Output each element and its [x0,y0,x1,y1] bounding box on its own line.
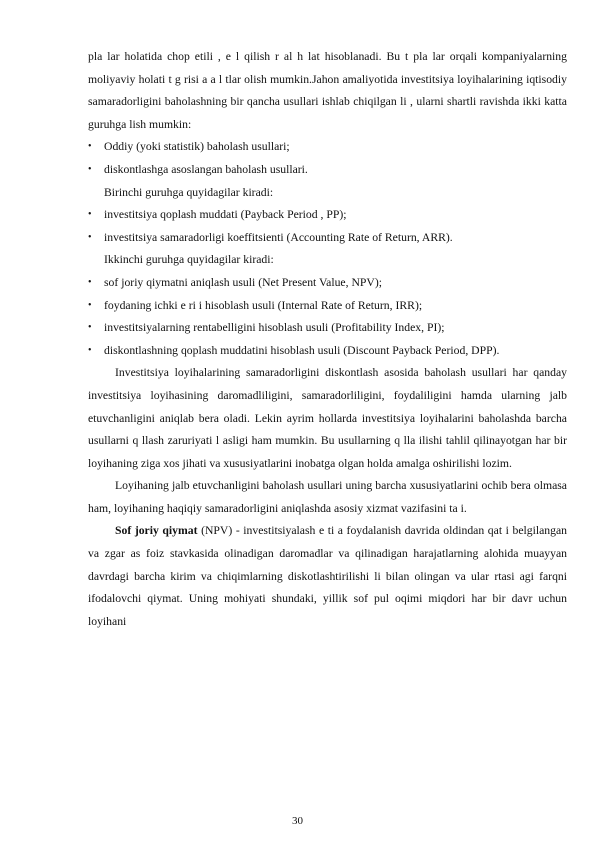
paragraph-attractiveness: Loyihaning jalb etuvchanligini baholash usullari uning barcha xususiyatlarini ochib bera olmasa ham, loyihaning haqiqiy samaradorligini aniqlashda asosiy xizmat vazifasini ta i. [88,479,567,515]
bullet-icon: • [88,141,92,153]
bullet-icon: • [88,344,92,356]
bullet-icon: • [88,322,92,334]
bullet-icon: • [88,231,92,243]
list-item: • Oddiy (yoki statistik) baholash usullari; [88,136,567,159]
list-item: • investitsiya samaradorligi koeffitsienti (Accounting Rate of Return, ARR). [88,227,567,250]
bullet-icon: • [88,299,92,311]
list-item: • sof joriy qiymatni aniqlash usuli (Net Present Value, NPV); [88,272,567,295]
paragraph-npv [88,520,567,633]
list-item: • diskontlashning qoplash muddatini hisoblash usuli (Discount Payback Period, DPP). [88,340,567,363]
bullet-icon: • [88,276,92,288]
bullet-icon: • [88,209,92,221]
term-npv: Sof joriy qiymat [115,524,198,538]
list-usul-groups [88,136,567,181]
paragraph-intro: pla lar holatida chop etili , e l qilish r al h lat hisoblanadi. Bu t pla lar orqali kompaniyalarning moliyaviy holati t g risi a a l tlar olish mumkin.Jahon amaliyotida investitsiya loyihalarining iqtisodiy samaradorligini baholashning bir qancha usullari ishlab chiqilgan li , ularni shartli ravishda ikki katta guruhga lish mumkin: [88,50,567,131]
list-first-group [88,204,567,249]
list-item: • investitsiya qoplash muddati (Payback Period , PP); [88,204,567,227]
paragraph-npv-text: (NPV) - investitsiyalash e ti a foydalanish davrida oldindan qat i belgilangan va zgar as foiz stavkasida olinadigan daromadlar va qilinadigan harajatlarning alohida muayyan davrdagi barcha kirim va chiqimlarning diskotlashtirilishi li bilan olingan va ular rtasi agi farqni ifodalovchi qiymat. Uning mohiyati shundaki, yillik sof pul oqimi miqdori har bir davr uchun loyihani [88,524,568,628]
list-item: • diskontlashga asoslangan baholash usullari. [88,159,567,182]
list-second-group [88,272,567,362]
bullet-icon: • [88,163,92,175]
paragraph-diskont-methods: Investitsiya loyihalarining samaradorligini diskontlash asosida baholash usullari har qanday investitsiya loyihasining daromadliligini, samaradorliligini, foydaliligini hamda ularning jalb etuvchanligini aniqlab bera oladi. Lekin ayrim hollarda investitsiya loyihalarini baholashda barcha usullarni q llash zaruriyati l asligi ham mumkin. Bu usullarning q lla ilishi tahlil qilinayotgan har bir loyihaning ziga xos jihati va xususiyatlarini inobatga olgan holda amalga oshirilishi lozim. [88,366,567,470]
list-item: • foydaning ichki e ri i hisoblash usuli (Internal Rate of Return, IRR); [88,295,567,318]
page-number: 30 [292,815,303,827]
list-item: • investitsiyalarning rentabelligini hisoblash usuli (Profitability Index, PI); [88,317,567,340]
lead-second-group: Ikkinchi guruhga quyidagilar kiradi: [104,253,274,267]
page-body [88,46,567,633]
lead-first-group: Birinchi guruhga quyidagilar kiradi: [104,185,274,199]
